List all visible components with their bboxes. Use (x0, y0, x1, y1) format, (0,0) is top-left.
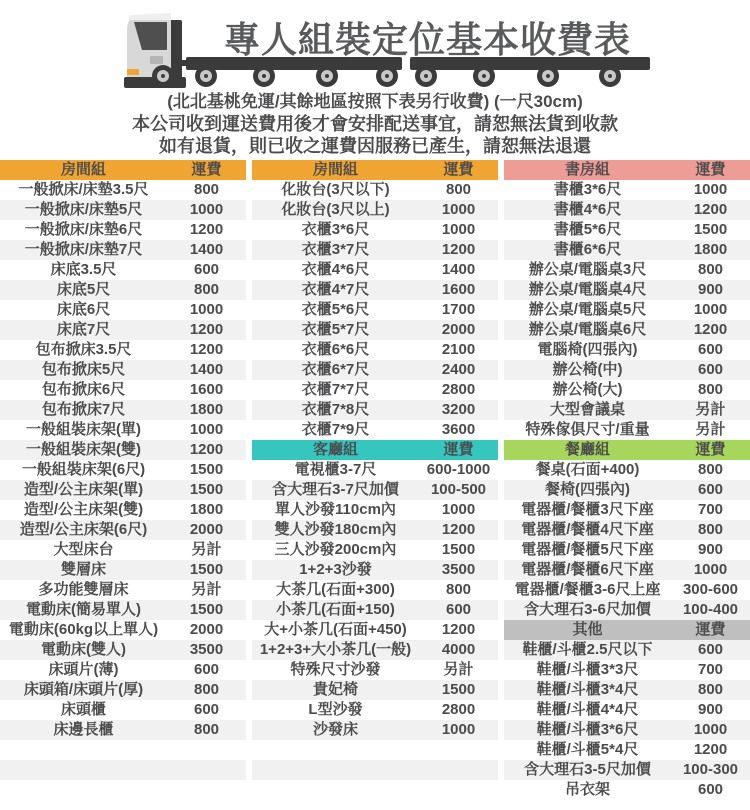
fee-value: 3500 (189, 641, 224, 658)
item-label: 一般組裝床架(雙) (26, 441, 141, 458)
fee-row (504, 760, 750, 780)
section-header (504, 440, 750, 460)
item-label: 化妝台(3尺以上) (281, 201, 390, 218)
fee-value: 800 (193, 281, 220, 298)
item-label: 床底6尺 (56, 301, 111, 318)
fee-row (0, 340, 246, 360)
fee-value: 1400 (441, 261, 476, 278)
section-title: 書房組 (564, 161, 610, 178)
empty-row (252, 780, 498, 800)
fee-column-1 (0, 160, 246, 800)
fee-value: 3500 (441, 561, 476, 578)
fee-row (0, 280, 246, 300)
fee-value: 1000 (441, 221, 476, 238)
item-label: 鞋櫃/斗櫃3*6尺 (536, 721, 639, 738)
item-label: 鞋櫃/斗櫃5*4尺 (536, 741, 639, 758)
fee-row (252, 680, 498, 700)
fee-row (504, 480, 750, 500)
item-label: 電器櫃/餐櫃3尺下座 (521, 501, 654, 518)
fee-row (252, 260, 498, 280)
item-label: 一般掀床/床墊5尺 (24, 201, 143, 218)
fee-row (252, 420, 498, 440)
fee-value: 600 (697, 781, 724, 798)
item-label: 辦公桌/電腦桌5尺 (528, 301, 647, 318)
fee-row (504, 600, 750, 620)
item-label: 含大理石3-6尺加價 (524, 601, 651, 618)
fee-row (504, 300, 750, 320)
fee-value: 800 (697, 261, 724, 278)
fee-row (0, 460, 246, 480)
fee-tables (0, 160, 750, 800)
item-label: 包布掀床7尺 (41, 401, 126, 418)
fee-value: 1000 (441, 721, 476, 738)
item-label: 大茶几(石面+300) (276, 581, 395, 598)
fee-value: 1200 (441, 521, 476, 538)
fee-value: 800 (445, 181, 472, 198)
item-label: 特殊傢俱尺寸/重量 (525, 421, 650, 438)
fee-value: 1200 (189, 441, 224, 458)
fee-value: 100-300 (682, 761, 739, 778)
item-label: 單人沙發110cm內 (275, 501, 396, 518)
fee-value: 1500 (441, 541, 476, 558)
item-label: 床底7尺 (56, 321, 111, 338)
item-label: 含大理石3-7尺加價 (272, 481, 399, 498)
fee-row (252, 460, 498, 480)
item-label: 沙發床 (312, 721, 358, 738)
fee-row (252, 640, 498, 660)
fee-value: 1500 (189, 461, 224, 478)
fee-row (504, 560, 750, 580)
item-label: 一般掀床/床墊6尺 (24, 221, 143, 238)
item-label: 鞋櫃/斗櫃3*3尺 (536, 661, 639, 678)
section-header (504, 160, 750, 180)
item-label: 鞋櫃/斗櫃3*4尺 (536, 681, 639, 698)
fee-row (0, 400, 246, 420)
fee-value: 1500 (441, 681, 476, 698)
item-label: 衣櫃4*6尺 (301, 261, 370, 278)
item-label: 電器櫃/餐櫃5尺下座 (521, 541, 654, 558)
fee-row (0, 680, 246, 700)
empty-row (0, 760, 246, 780)
item-label: 貴妃椅 (312, 681, 358, 698)
fee-row (504, 580, 750, 600)
fee-row (252, 360, 498, 380)
section-title: 房間組 (60, 161, 106, 178)
fee-value: 800 (445, 581, 472, 598)
fee-column-2 (252, 160, 498, 800)
fee-row (0, 560, 246, 580)
fee-value: 700 (697, 501, 724, 518)
item-label: 書櫃5*6尺 (553, 221, 622, 238)
fee-row (252, 500, 498, 520)
fee-row (252, 540, 498, 560)
item-label: 大型床台 (53, 541, 114, 558)
fee-row (252, 240, 498, 260)
fee-value: 600 (445, 601, 472, 618)
fee-value: 800 (193, 681, 220, 698)
fee-value: 另計 (695, 421, 726, 438)
fee-value: 900 (697, 541, 724, 558)
section-title: 餐廳組 (564, 441, 610, 458)
fee-row (0, 420, 246, 440)
item-label: 衣櫃7*9尺 (301, 421, 370, 438)
section-header (252, 440, 498, 460)
fee-value: 900 (697, 701, 724, 718)
fee-row (504, 500, 750, 520)
fee-value: 另計 (191, 581, 222, 598)
fee-row (504, 260, 750, 280)
fee-value: 另計 (443, 661, 474, 678)
fee-value: 1000 (441, 501, 476, 518)
fee-value: 1800 (189, 401, 224, 418)
fee-row (504, 420, 750, 440)
fee-value: 600 (697, 341, 724, 358)
item-label: L型沙發 (308, 701, 363, 718)
item-label: 床頭片(薄) (48, 661, 119, 678)
item-label: 衣櫃4*7尺 (301, 281, 370, 298)
fee-row (252, 560, 498, 580)
item-label: 書櫃4*6尺 (553, 201, 622, 218)
item-label: 一般組裝床架(6尺) (21, 461, 146, 478)
fee-row (0, 320, 246, 340)
item-label: 電器櫃/餐櫃6尺下座 (521, 561, 654, 578)
fee-column-3 (504, 160, 750, 800)
item-label: 餐桌(石面+400) (535, 461, 640, 478)
fee-value: 2800 (441, 701, 476, 718)
fee-row (504, 400, 750, 420)
fee-row (504, 540, 750, 560)
item-label: 包布掀床6尺 (41, 381, 126, 398)
item-label: 床頭櫃 (60, 701, 106, 718)
fee-row (252, 400, 498, 420)
section-title: 房間組 (312, 161, 358, 178)
fee-value: 2000 (189, 521, 224, 538)
fee-value: 600 (193, 661, 220, 678)
fee-value: 1200 (189, 341, 224, 358)
item-label: 包布掀床3.5尺 (35, 341, 132, 358)
section-header (252, 160, 498, 180)
fee-row (504, 280, 750, 300)
fee-row (504, 380, 750, 400)
page-title: 專人組裝定位基本收費表 (223, 19, 631, 60)
fee-row (252, 720, 498, 740)
empty-row (0, 740, 246, 760)
fee-row (504, 360, 750, 380)
fee-row (0, 300, 246, 320)
fee-value: 1000 (693, 561, 728, 578)
fee-row (0, 600, 246, 620)
fee-column-label: 運費 (443, 441, 474, 458)
fee-row (0, 240, 246, 260)
empty-row (0, 780, 246, 800)
fee-value: 600-1000 (426, 461, 491, 478)
fee-value: 800 (697, 381, 724, 398)
fee-row (252, 480, 498, 500)
item-label: 辦公椅(大) (552, 381, 623, 398)
fee-row (504, 660, 750, 680)
fee-row (252, 320, 498, 340)
fee-value: 1800 (693, 241, 728, 258)
fee-row (252, 700, 498, 720)
fee-value: 1200 (693, 321, 728, 338)
fee-value: 1400 (189, 361, 224, 378)
fee-value: 600 (193, 701, 220, 718)
item-label: 造型/公主床架(雙) (23, 501, 144, 518)
fee-row (0, 500, 246, 520)
item-label: 辦公桌/電腦桌6尺 (528, 321, 647, 338)
fee-value: 1700 (441, 301, 476, 318)
item-label: 電動床(60kg以上單人) (8, 621, 159, 638)
item-label: 1+2+3沙發 (299, 561, 372, 578)
fee-value: 1000 (189, 201, 224, 218)
fee-row (504, 680, 750, 700)
fee-row (0, 580, 246, 600)
item-label: 電器櫃/餐櫃3-6尺上座 (514, 581, 661, 598)
item-label: 1+2+3+大小茶几(一般) (259, 641, 412, 658)
fee-row (252, 620, 498, 640)
fee-value: 1000 (189, 301, 224, 318)
notice-line-1: (北北基桃免運/其餘地區按照下表另行收費) (一尺30cm) (167, 92, 583, 111)
item-label: 衣櫃5*6尺 (301, 301, 370, 318)
empty-row (252, 760, 498, 780)
section-header (0, 160, 246, 180)
fee-value: 1600 (189, 381, 224, 398)
fee-column-label: 運費 (191, 161, 222, 178)
item-label: 床邊長櫃 (53, 721, 114, 738)
fee-value: 800 (193, 181, 220, 198)
fee-row (252, 520, 498, 540)
fee-value: 1200 (693, 201, 728, 218)
item-label: 鞋櫃/斗櫃2.5尺以下 (522, 641, 653, 658)
section-header (504, 620, 750, 640)
fee-row (252, 200, 498, 220)
fee-row (252, 600, 498, 620)
item-label: 書櫃3*6尺 (553, 181, 622, 198)
fee-value: 1500 (693, 221, 728, 238)
fee-value: 1200 (189, 221, 224, 238)
item-label: 衣櫃7*7尺 (301, 381, 370, 398)
fee-value: 另計 (695, 401, 726, 418)
fee-value: 1500 (189, 481, 224, 498)
item-label: 衣櫃5*7尺 (301, 321, 370, 338)
fee-row (0, 520, 246, 540)
fee-value: 600 (697, 641, 724, 658)
notice-lines (0, 91, 750, 157)
fee-row (504, 460, 750, 480)
item-label: 衣櫃3*7尺 (301, 241, 370, 258)
fee-value: 100-500 (430, 481, 487, 498)
item-label: 三人沙發200cm內 (274, 541, 397, 558)
fee-row (504, 180, 750, 200)
item-label: 一般掀床/床墊7尺 (24, 241, 143, 258)
fee-value: 2800 (441, 381, 476, 398)
item-label: 大+小茶几(石面+450) (264, 621, 407, 638)
fee-row (504, 720, 750, 740)
item-label: 衣櫃7*8尺 (301, 401, 370, 418)
fee-row (252, 380, 498, 400)
item-label: 化妝台(3尺以下) (281, 181, 390, 198)
item-label: 床底5尺 (56, 281, 111, 298)
fee-value: 1200 (189, 321, 224, 338)
empty-row (252, 740, 498, 760)
fee-value: 800 (697, 461, 724, 478)
item-label: 大型會議桌 (549, 401, 625, 418)
fee-value: 300-600 (682, 581, 739, 598)
fee-value: 1500 (189, 601, 224, 618)
item-label: 吊衣架 (564, 781, 610, 798)
fee-row (0, 480, 246, 500)
item-label: 特殊尺寸沙發 (290, 661, 381, 678)
fee-value: 1000 (189, 421, 224, 438)
item-label: 衣櫃6*6尺 (301, 341, 370, 358)
fee-value: 1000 (693, 301, 728, 318)
fee-value: 1800 (189, 501, 224, 518)
fee-row (252, 300, 498, 320)
fee-row (0, 720, 246, 740)
fee-value: 700 (697, 661, 724, 678)
item-label: 一般掀床/床墊3.5尺 (18, 181, 149, 198)
fee-value: 3200 (441, 401, 476, 418)
fee-value: 3600 (441, 421, 476, 438)
fee-row (0, 620, 246, 640)
notice-line-2: 本公司收到運送費用後才會安排配送事宜，請恕無法貨到收款 (132, 114, 618, 134)
fee-value: 2000 (189, 621, 224, 638)
fee-row (252, 180, 498, 200)
fee-row (0, 360, 246, 380)
item-label: 書櫃6*6尺 (553, 241, 622, 258)
item-label: 床頭箱/床頭片(厚) (23, 681, 144, 698)
section-title: 其他 (572, 621, 603, 638)
item-label: 鞋櫃/斗櫃4*4尺 (536, 701, 639, 718)
fee-row (0, 440, 246, 460)
fee-value: 2000 (441, 321, 476, 338)
item-label: 衣櫃6*7尺 (301, 361, 370, 378)
item-label: 包布掀床5尺 (41, 361, 126, 378)
fee-column-label: 運費 (695, 161, 726, 178)
fee-row (0, 660, 246, 680)
fee-row (252, 340, 498, 360)
item-label: 電動床(雙人) (41, 641, 126, 658)
item-label: 床底3.5尺 (50, 261, 117, 278)
item-label: 造型/公主床架(單) (23, 481, 144, 498)
fee-value: 600 (193, 261, 220, 278)
item-label: 衣櫃3*6尺 (301, 221, 370, 238)
fee-row (0, 640, 246, 660)
fee-value: 1600 (441, 281, 476, 298)
fee-row (504, 640, 750, 660)
fee-row (0, 380, 246, 400)
fee-value: 100-400 (682, 601, 739, 618)
fee-value: 4000 (441, 641, 476, 658)
fee-row (252, 660, 498, 680)
fee-row (252, 220, 498, 240)
fee-row (504, 520, 750, 540)
fee-row (0, 180, 246, 200)
item-label: 電腦椅(四張內) (537, 341, 638, 358)
notice-line-3: 如有退貨，則已收之運費因服務已產生，請恕無法退還 (159, 136, 591, 156)
fee-value: 另計 (191, 541, 222, 558)
fee-value: 800 (193, 721, 220, 738)
section-title: 客廳組 (312, 441, 358, 458)
fee-row (504, 740, 750, 760)
fee-row (252, 280, 498, 300)
fee-row (504, 200, 750, 220)
fee-row (504, 340, 750, 360)
item-label: 雙人沙發180cm內 (274, 521, 397, 538)
fee-row (252, 580, 498, 600)
item-label: 電器櫃/餐櫃4尺下座 (521, 521, 654, 538)
fee-value: 1200 (693, 741, 728, 758)
fee-value: 1000 (693, 721, 728, 738)
item-label: 電動床(簡易單人) (26, 601, 141, 618)
fee-value: 1200 (441, 621, 476, 638)
item-label: 一般組裝床架(單) (26, 421, 141, 438)
item-label: 含大理石3-5尺加價 (524, 761, 651, 778)
item-label: 辦公桌/電腦桌3尺 (528, 261, 647, 278)
fee-column-label: 運費 (695, 621, 726, 638)
fee-row (0, 260, 246, 280)
item-label: 雙層床 (60, 561, 106, 578)
fee-column-label: 運費 (443, 161, 474, 178)
fee-row (504, 320, 750, 340)
item-label: 造型/公主床架(6尺) (19, 521, 148, 538)
item-label: 餐椅(四張內) (545, 481, 630, 498)
fee-row (504, 220, 750, 240)
fee-value: 800 (697, 681, 724, 698)
fee-value: 800 (697, 521, 724, 538)
fee-column-label: 運費 (695, 441, 726, 458)
fee-value: 1400 (189, 241, 224, 258)
fee-row (504, 700, 750, 720)
item-label: 小茶几(石面+150) (276, 601, 395, 618)
fee-row (0, 700, 246, 720)
item-label: 多功能雙層床 (38, 581, 129, 598)
fee-row (504, 780, 750, 800)
fee-row (0, 540, 246, 560)
item-label: 辦公桌/電腦桌4尺 (528, 281, 647, 298)
fee-value: 1500 (189, 561, 224, 578)
fee-value: 1000 (441, 201, 476, 218)
fee-row (0, 200, 246, 220)
fee-value: 1200 (441, 241, 476, 258)
item-label: 電視櫃3-7尺 (294, 461, 377, 478)
item-label: 辦公椅(中) (552, 361, 623, 378)
poster-header (0, 0, 750, 160)
fee-row (504, 240, 750, 260)
fee-value: 600 (697, 361, 724, 378)
fee-value: 900 (697, 281, 724, 298)
fee-row (0, 220, 246, 240)
fee-value: 2100 (441, 341, 476, 358)
fee-value: 1000 (693, 181, 728, 198)
fee-value: 600 (697, 481, 724, 498)
fee-value: 2400 (441, 361, 476, 378)
